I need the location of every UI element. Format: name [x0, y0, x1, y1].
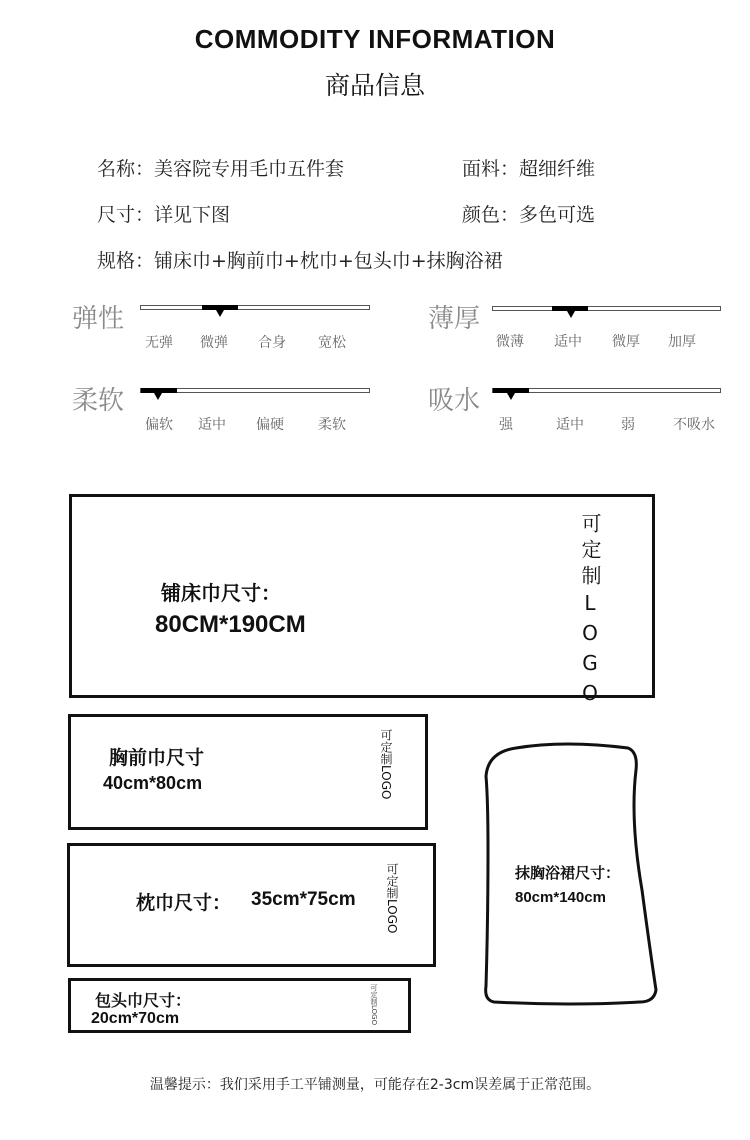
bed-towel-size: 80CM*190CM	[155, 611, 306, 638]
rating-option: 偏硬	[256, 417, 284, 433]
rating-option: 适中	[556, 417, 584, 433]
head-towel-diagram	[68, 978, 411, 1033]
rating-track-absorbency	[492, 388, 721, 393]
rating-label-softness: 柔软	[72, 386, 125, 416]
pillow-towel-diagram	[67, 843, 436, 967]
title-english: COMMODITY INFORMATION	[194, 24, 556, 54]
bath-skirt-size: 80cm*140cm	[515, 889, 606, 906]
rating-track-thickness	[492, 306, 721, 311]
chest-towel-diagram	[68, 714, 428, 830]
title-chinese: 商品信息	[324, 71, 425, 100]
logo-text-vertical: 可定制LOGO	[379, 729, 393, 800]
footer-note: 温馨提示：我们采用手工平铺测量，可能存在2-3cm误差属于正常范围。	[149, 1077, 601, 1093]
rating-option: 强	[499, 417, 513, 433]
rating-option: 微厚	[612, 334, 640, 350]
rating-option: 无弹	[145, 335, 173, 351]
rating-option: 柔软	[318, 417, 346, 433]
rating-option: 合身	[258, 335, 286, 351]
rating-option: 适中	[554, 334, 582, 350]
rating-option: 适中	[198, 417, 226, 433]
rating-marker-icon	[216, 310, 224, 317]
bed-towel-diagram	[69, 494, 655, 711]
rating-label-elasticity: 弹性	[72, 304, 125, 334]
pillow-towel-label: 枕巾尺寸：	[136, 892, 232, 914]
bed-towel-label: 铺床巾尺寸：	[161, 581, 281, 605]
info-color: 颜色：多色可选	[462, 204, 596, 226]
rating-option: 不吸水	[673, 417, 715, 433]
logo-text-vertical: 可定制LOGO	[578, 513, 602, 711]
rating-option: 偏软	[145, 417, 173, 433]
logo-text-vertical: 可定制LOGO	[385, 863, 399, 934]
info-fabric: 面料：超细纤维	[462, 158, 596, 180]
rating-option: 加厚	[668, 334, 696, 350]
rating-label-absorbency: 吸水	[428, 386, 481, 416]
chest-towel-label: 胸前巾尺寸	[109, 747, 205, 769]
head-towel-label: 包头巾尺寸：	[95, 991, 192, 1010]
rating-label-thickness: 薄厚	[428, 304, 481, 334]
logo-text-vertical: 可定制LOGO	[370, 984, 378, 1026]
info-spec: 规格：铺床巾+胸前巾+枕巾+包头巾+抹胸浴裙	[97, 250, 503, 272]
rating-option: 微弹	[200, 335, 228, 351]
bath-skirt-label: 抹胸浴裙尺寸：	[515, 864, 621, 882]
rating-track-softness	[140, 388, 370, 393]
rating-track-elasticity	[140, 305, 370, 310]
head-towel-size: 20cm*70cm	[91, 1010, 180, 1027]
rating-option: 微薄	[496, 334, 524, 350]
rating-marker-icon	[507, 393, 515, 400]
rating-marker-icon	[154, 393, 162, 400]
rating-marker-icon	[567, 311, 575, 318]
pillow-towel-size: 35cm*75cm	[251, 889, 356, 910]
info-name: 名称：美容院专用毛巾五件套	[97, 158, 345, 180]
rating-option: 弱	[621, 417, 635, 433]
rating-option: 宽松	[318, 335, 346, 351]
chest-towel-size: 40cm*80cm	[103, 773, 203, 793]
info-size: 尺寸：详见下图	[97, 204, 231, 226]
